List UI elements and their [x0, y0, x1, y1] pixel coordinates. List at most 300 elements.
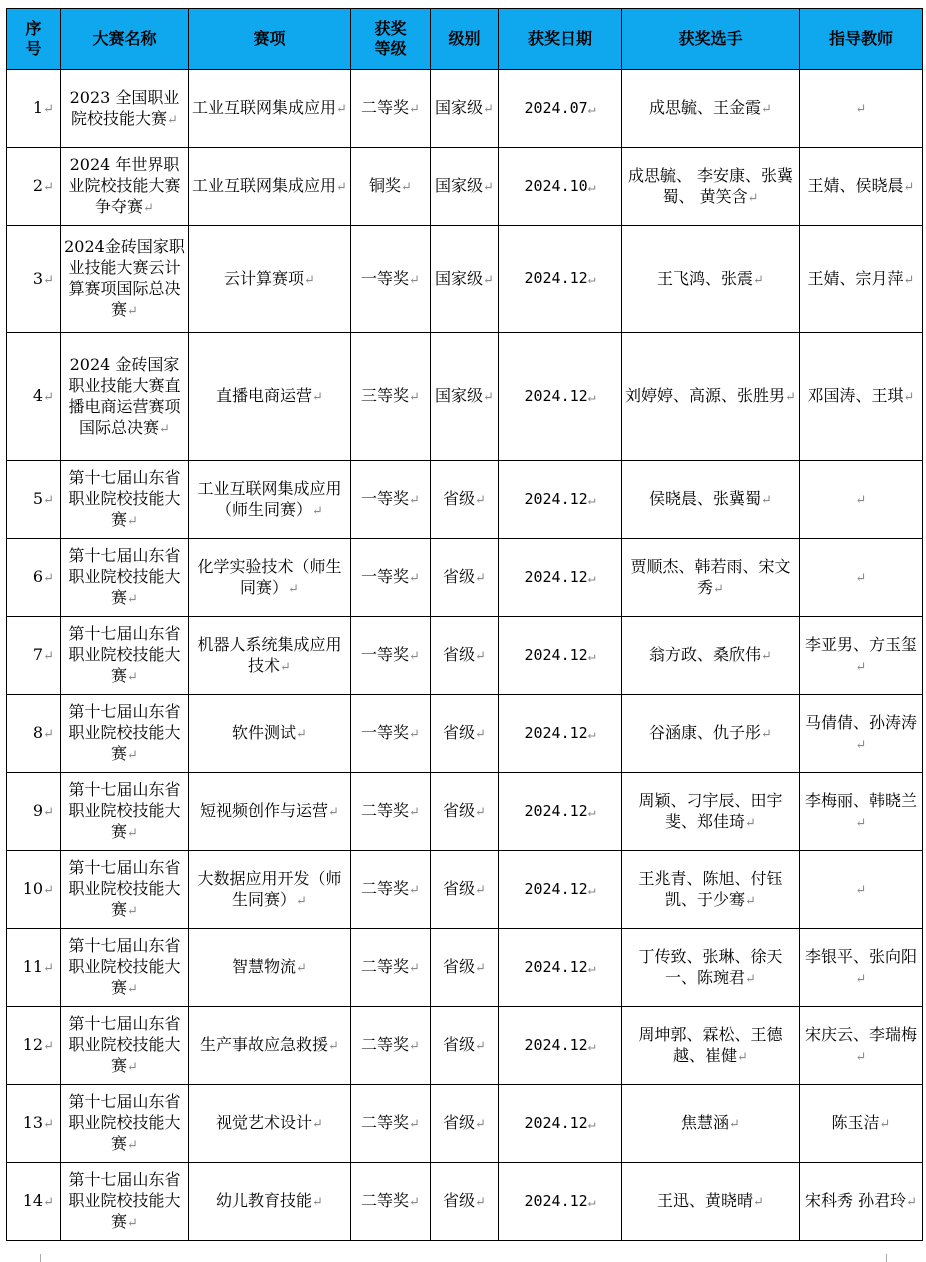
cell-date [499, 617, 622, 695]
paragraph-mark-icon [588, 727, 596, 742]
cell-level [431, 333, 499, 461]
cell-players-text: 丁传致、张琳、徐天一、陈琬君 [638, 946, 783, 987]
paragraph-mark-icon [713, 582, 724, 597]
cell-no-text: 2 [32, 176, 44, 195]
cell-contest-text: 第十七届山东省职业院校技能大赛 [68, 702, 181, 763]
cell-no-text: 14 [22, 1191, 44, 1210]
paragraph-mark-icon [159, 422, 170, 437]
cell-contest [61, 773, 189, 851]
paragraph-mark-icon [127, 304, 138, 319]
paragraph-mark-icon [588, 493, 596, 508]
cell-players [622, 70, 800, 148]
table-row [7, 1163, 923, 1241]
cell-contest [61, 617, 189, 695]
cell-level-text: 省级 [443, 645, 476, 664]
cell-no [7, 1085, 61, 1163]
cell-players [622, 929, 800, 1007]
cell-level-text: 国家级 [435, 98, 484, 117]
cell-teachers [800, 695, 923, 773]
paragraph-mark-icon [409, 883, 420, 898]
cell-teachers-text: 李银平、张向阳 [804, 946, 917, 966]
cell-no-text: 9 [32, 801, 44, 820]
paragraph-mark-icon [409, 1195, 420, 1210]
cell-teachers [800, 1085, 923, 1163]
cell-contest-text: 2024金砖国家职业技能大赛云计算赛项国际总决赛 [64, 237, 185, 319]
paragraph-mark-icon [127, 1060, 138, 1075]
cell-teachers [800, 70, 923, 148]
cell-event-text: 工业互联网集成应用 [192, 176, 337, 195]
cell-date [499, 226, 622, 333]
cell-level [431, 1007, 499, 1085]
cell-teachers [800, 851, 923, 929]
cell-award-text: 二等奖 [361, 1191, 410, 1210]
paragraph-mark-icon [409, 273, 420, 288]
cell-event [189, 539, 351, 617]
paragraph-mark-icon [43, 1117, 54, 1132]
cell-event [189, 461, 351, 539]
paragraph-mark-icon [296, 894, 307, 909]
cell-date-text: 2024.12 [524, 489, 588, 508]
cell-no [7, 695, 61, 773]
cell-no-text: 3 [32, 268, 44, 288]
paragraph-mark-icon [328, 1039, 339, 1054]
cell-award-text: 二等奖 [361, 801, 410, 820]
paragraph-mark-icon [312, 390, 323, 405]
cell-contest-text: 第十七届山东省职业院校技能大赛 [68, 624, 181, 685]
cell-contest-text: 第十七届山东省职业院校技能大赛 [68, 1014, 181, 1075]
cell-level [431, 617, 499, 695]
cell-no-text: 11 [22, 957, 44, 976]
cell-teachers-text: 李梅丽、韩晓兰 [804, 790, 917, 810]
cell-teachers [800, 773, 923, 851]
cell-contest [61, 1085, 189, 1163]
cell-date-text: 2024.12 [524, 723, 588, 742]
paragraph-mark-icon [127, 514, 138, 529]
cell-no [7, 1007, 61, 1085]
cell-event [189, 70, 351, 148]
cell-teachers [800, 1007, 923, 1085]
cell-level-text: 国家级 [435, 386, 484, 405]
cell-level-text: 国家级 [435, 176, 484, 195]
awards-table [6, 8, 923, 1241]
cell-players [622, 226, 800, 333]
cell-contest-text: 第十七届山东省职业院校技能大赛 [68, 546, 181, 607]
paragraph-mark-icon [588, 649, 596, 664]
paragraph-mark-icon [588, 390, 596, 405]
cell-level [431, 1085, 499, 1163]
cell-players [622, 461, 800, 539]
cell-event-text: 生产事故应急救援 [200, 1035, 329, 1054]
cell-teachers-text: 邓国涛、王琪 [807, 386, 904, 405]
cell-no [7, 70, 61, 148]
cell-teachers [800, 617, 923, 695]
cell-level-text: 省级 [443, 567, 476, 586]
footer-tick-left [40, 1254, 41, 1262]
paragraph-mark-icon [296, 727, 307, 742]
cell-level [431, 773, 499, 851]
paragraph-mark-icon [753, 1195, 764, 1210]
paragraph-mark-icon [127, 1216, 138, 1231]
paragraph-mark-icon [409, 727, 420, 742]
cell-event [189, 929, 351, 1007]
cell-no [7, 929, 61, 1007]
paragraph-mark-icon [475, 961, 486, 976]
paragraph-mark-icon [856, 816, 867, 831]
cell-teachers-text: 王婧、侯晓晨 [807, 176, 904, 195]
paragraph-mark-icon [409, 102, 420, 117]
cell-contest-text: 第十七届山东省职业院校技能大赛 [68, 468, 181, 529]
cell-players [622, 773, 800, 851]
cell-event-text: 智慧物流 [232, 957, 297, 976]
cell-award-text: 一等奖 [361, 567, 410, 586]
cell-award [351, 539, 431, 617]
cell-contest [61, 539, 189, 617]
cell-teachers [800, 148, 923, 226]
cell-contest-text: 第十七届山东省职业院校技能大赛 [68, 936, 181, 997]
table-row [7, 333, 923, 461]
paragraph-mark-icon [127, 904, 138, 919]
cell-players [622, 539, 800, 617]
cell-event-text: 软件测试 [232, 723, 297, 742]
table-row [7, 773, 923, 851]
cell-date-text: 2024.12 [524, 801, 588, 820]
cell-event-text: 视觉艺术设计 [216, 1113, 313, 1132]
cell-players [622, 1163, 800, 1241]
paragraph-mark-icon [856, 883, 867, 898]
cell-event [189, 1163, 351, 1241]
paragraph-mark-icon [312, 1117, 323, 1132]
cell-players-text: 侯晓晨、张冀蜀 [649, 489, 762, 508]
paragraph-mark-icon [856, 972, 867, 987]
paragraph-mark-icon [401, 180, 412, 195]
paragraph-mark-icon [475, 1195, 486, 1210]
cell-level-text: 省级 [443, 879, 476, 898]
paragraph-mark-icon [475, 727, 486, 742]
cell-players-text: 刘婷婷、高源、张胜男 [625, 386, 786, 405]
cell-no-text: 12 [22, 1035, 44, 1054]
paragraph-mark-icon [336, 102, 347, 117]
table-row [7, 148, 923, 226]
cell-no-text: 5 [32, 489, 44, 508]
cell-award [351, 773, 431, 851]
cell-contest-text: 第十七届山东省职业院校技能大赛 [68, 1170, 181, 1231]
paragraph-mark-icon [409, 493, 420, 508]
header-row [7, 9, 923, 70]
cell-players-text: 贾顺杰、韩若雨、宋文秀 [630, 556, 791, 597]
cell-event-text: 化学实验技术（师生同赛） [197, 556, 342, 597]
cell-players [622, 333, 800, 461]
cell-award-text: 二等奖 [361, 957, 410, 976]
cell-date-text: 2024.12 [524, 567, 588, 586]
cell-date [499, 695, 622, 773]
cell-players-text: 谷涵康、仇子彤 [649, 723, 762, 742]
cell-level [431, 461, 499, 539]
cell-players [622, 851, 800, 929]
paragraph-mark-icon [43, 727, 54, 742]
paragraph-mark-icon [143, 201, 154, 216]
table-row [7, 1007, 923, 1085]
cell-event [189, 1085, 351, 1163]
cell-players-text: 焦慧涵 [681, 1113, 730, 1132]
paragraph-mark-icon [483, 273, 494, 288]
cell-date [499, 148, 622, 226]
cell-award-text: 一等奖 [361, 489, 410, 508]
cell-contest [61, 333, 189, 461]
cell-date-text: 2024.10 [524, 176, 588, 195]
cell-event [189, 851, 351, 929]
paragraph-mark-icon [43, 649, 54, 664]
paragraph-mark-icon [904, 273, 915, 288]
paragraph-mark-icon [280, 660, 291, 675]
cell-event [189, 695, 351, 773]
cell-contest [61, 1007, 189, 1085]
cell-no [7, 617, 61, 695]
cell-players [622, 148, 800, 226]
cell-event-text: 短视频创作与运营 [200, 801, 329, 820]
paragraph-mark-icon [43, 1039, 54, 1054]
cell-date [499, 333, 622, 461]
paragraph-mark-icon [43, 493, 54, 508]
paragraph-mark-icon [856, 102, 867, 117]
paragraph-mark-icon [761, 649, 772, 664]
paragraph-mark-icon [856, 493, 867, 508]
cell-contest [61, 148, 189, 226]
paragraph-mark-icon [43, 273, 54, 288]
header-event: 赛项 [189, 9, 351, 70]
paragraph-mark-icon [43, 571, 54, 586]
paragraph-mark-icon [43, 102, 54, 117]
header-contest: 大赛名称 [61, 9, 189, 70]
cell-no-text: 8 [32, 723, 44, 742]
cell-teachers-text: 陈玉洁 [831, 1113, 880, 1132]
cell-award-text: 铜奖 [369, 176, 402, 195]
header-no: 序 号 [7, 9, 61, 70]
table-row [7, 1085, 923, 1163]
paragraph-mark-icon [409, 571, 420, 586]
paragraph-mark-icon [748, 191, 759, 206]
paragraph-mark-icon [409, 390, 420, 405]
cell-contest [61, 226, 189, 333]
paragraph-mark-icon [328, 805, 339, 820]
cell-teachers-text: 李亚男、方玉玺 [804, 634, 917, 654]
cell-award [351, 461, 431, 539]
cell-no [7, 226, 61, 333]
paragraph-mark-icon [43, 883, 54, 898]
cell-contest [61, 929, 189, 1007]
paragraph-mark-icon [127, 826, 138, 841]
cell-no-text: 6 [32, 567, 44, 586]
paragraph-mark-icon [475, 805, 486, 820]
cell-date-text: 2024.12 [524, 957, 588, 976]
paragraph-mark-icon [483, 180, 494, 195]
paragraph-mark-icon [409, 1039, 420, 1054]
paragraph-mark-icon [856, 1050, 867, 1065]
cell-players-text: 翁方政、桑欣伟 [649, 645, 762, 664]
cell-event [189, 773, 351, 851]
cell-players [622, 695, 800, 773]
paragraph-mark-icon [475, 493, 486, 508]
cell-no [7, 773, 61, 851]
cell-contest [61, 851, 189, 929]
paragraph-mark-icon [127, 748, 138, 763]
cell-no-text: 10 [22, 879, 44, 898]
table-row [7, 226, 923, 333]
paragraph-mark-icon [127, 670, 138, 685]
cell-level-text: 国家级 [435, 268, 484, 288]
paragraph-mark-icon [737, 1050, 748, 1065]
paragraph-mark-icon [475, 1039, 486, 1054]
paragraph-mark-icon [729, 1117, 740, 1132]
cell-date-text: 2024.12 [524, 879, 588, 898]
cell-event-text: 工业互联网集成应用 [192, 98, 337, 117]
table-row [7, 617, 923, 695]
cell-date-text: 2024.12 [524, 1035, 588, 1054]
header-players: 获奖选手 [622, 9, 800, 70]
footer-tick-right [886, 1254, 887, 1262]
cell-players-text: 周颖、刁宇辰、田宇斐、郑佳琦 [638, 790, 783, 831]
cell-event-text: 大数据应用开发（师生同赛） [197, 868, 342, 909]
cell-players-text: 成思毓、 李安康、张冀蜀、 黄笑含 [627, 165, 794, 206]
cell-level [431, 851, 499, 929]
paragraph-mark-icon [483, 390, 494, 405]
cell-contest [61, 1163, 189, 1241]
paragraph-mark-icon [336, 180, 347, 195]
cell-level-text: 省级 [443, 1113, 476, 1132]
paragraph-mark-icon [296, 961, 307, 976]
cell-date [499, 539, 622, 617]
cell-no [7, 148, 61, 226]
paragraph-mark-icon [43, 390, 54, 405]
paragraph-mark-icon [588, 272, 596, 287]
cell-date-text: 2024.12 [524, 645, 588, 664]
paragraph-mark-icon [475, 1117, 486, 1132]
cell-players-text: 王兆青、陈旭、付钰凯、于少骞 [638, 868, 783, 909]
cell-teachers [800, 1163, 923, 1241]
cell-teachers-text: 宋科秀 孙君玲 [805, 1191, 907, 1210]
cell-players-text: 王飞鸿、张震 [657, 268, 754, 288]
cell-players [622, 1085, 800, 1163]
cell-award-text: 二等奖 [361, 98, 410, 117]
cell-event [189, 226, 351, 333]
paragraph-mark-icon [127, 592, 138, 607]
paragraph-mark-icon [588, 1195, 596, 1210]
cell-players-text: 王迅、黄晓晴 [657, 1191, 754, 1210]
paragraph-mark-icon [304, 273, 315, 288]
paragraph-mark-icon [745, 972, 756, 987]
paragraph-mark-icon [43, 1195, 54, 1210]
cell-award [351, 1163, 431, 1241]
cell-level [431, 148, 499, 226]
cell-award-text: 二等奖 [361, 1113, 410, 1132]
cell-event-text: 机器人系统集成应用技术 [197, 634, 342, 675]
cell-award [351, 929, 431, 1007]
paragraph-mark-icon [856, 660, 867, 675]
cell-award [351, 1085, 431, 1163]
cell-contest [61, 695, 189, 773]
cell-contest-text: 第十七届山东省职业院校技能大赛 [68, 1092, 181, 1153]
cell-teachers-text: 王婧、宗月萍 [807, 268, 904, 288]
paragraph-mark-icon [588, 961, 596, 976]
cell-award [351, 851, 431, 929]
cell-level [431, 226, 499, 333]
paragraph-mark-icon [880, 1117, 891, 1132]
cell-event [189, 617, 351, 695]
cell-date-text: 2024.12 [524, 269, 588, 287]
cell-date [499, 1163, 622, 1241]
cell-teachers [800, 226, 923, 333]
table-row [7, 461, 923, 539]
cell-level [431, 929, 499, 1007]
cell-contest-text: 2024 年世界职业院校技能大赛争夺赛 [68, 155, 181, 216]
cell-date [499, 70, 622, 148]
cell-award-text: 一等奖 [361, 645, 410, 664]
cell-date [499, 1007, 622, 1085]
cell-level-text: 省级 [443, 957, 476, 976]
paragraph-mark-icon [127, 982, 138, 997]
header-level: 级别 [431, 9, 499, 70]
cell-event-text: 直播电商运营 [216, 386, 313, 405]
header-award: 获奖 等级 [351, 9, 431, 70]
cell-teachers [800, 929, 923, 1007]
cell-event [189, 1007, 351, 1085]
table-row [7, 539, 923, 617]
cell-award [351, 70, 431, 148]
cell-teachers [800, 539, 923, 617]
paragraph-mark-icon [904, 180, 915, 195]
cell-no [7, 461, 61, 539]
header-teachers: 指导教师 [800, 9, 923, 70]
paragraph-mark-icon [312, 1195, 323, 1210]
cell-no-text: 1 [32, 98, 44, 117]
cell-level [431, 1163, 499, 1241]
cell-level-text: 省级 [443, 489, 476, 508]
cell-event [189, 148, 351, 226]
paragraph-mark-icon [409, 1117, 420, 1132]
cell-teachers-text: 宋庆云、李瑞梅 [804, 1024, 917, 1044]
paragraph-mark-icon [43, 805, 54, 820]
paragraph-mark-icon [785, 390, 796, 405]
cell-no [7, 539, 61, 617]
cell-award-text: 二等奖 [361, 1035, 410, 1054]
paragraph-mark-icon [475, 571, 486, 586]
cell-level [431, 70, 499, 148]
cell-award [351, 617, 431, 695]
paragraph-mark-icon [588, 1039, 596, 1054]
cell-date [499, 929, 622, 1007]
cell-award [351, 333, 431, 461]
paragraph-mark-icon [409, 805, 420, 820]
table-row [7, 695, 923, 773]
cell-date-text: 2024.12 [524, 1113, 588, 1132]
cell-date [499, 461, 622, 539]
cell-date-text: 2024.12 [524, 1191, 588, 1210]
cell-award [351, 695, 431, 773]
cell-teachers [800, 333, 923, 461]
paragraph-mark-icon [753, 273, 764, 288]
cell-no-text: 7 [32, 645, 44, 664]
cell-award-text: 一等奖 [361, 268, 410, 288]
paragraph-mark-icon [588, 883, 596, 898]
cell-no [7, 333, 61, 461]
paragraph-mark-icon [312, 504, 323, 519]
cell-contest [61, 461, 189, 539]
cell-award [351, 148, 431, 226]
paragraph-mark-icon [588, 1117, 596, 1132]
cell-award [351, 1007, 431, 1085]
cell-players-text: 成思毓、王金霞 [649, 98, 762, 117]
cell-players [622, 1007, 800, 1085]
paragraph-mark-icon [906, 1195, 917, 1210]
